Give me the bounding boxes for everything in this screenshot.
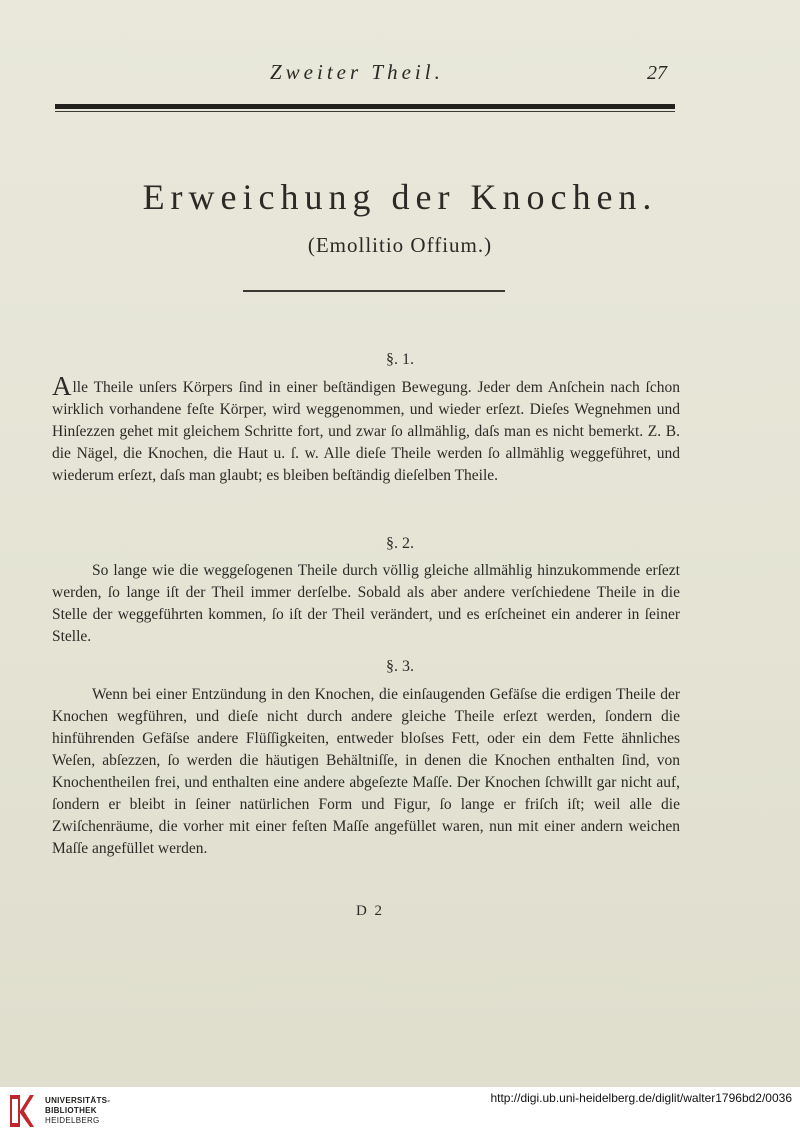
header-rule-thick bbox=[55, 104, 675, 109]
chapter-subtitle: (Emollitio Offium.) bbox=[307, 233, 493, 257]
running-title: Zweiter Theil. bbox=[270, 60, 444, 84]
section-mark-1: §. 1. bbox=[386, 351, 414, 368]
title-divider bbox=[243, 290, 505, 292]
chapter-title: Erweichung der Knochen. bbox=[142, 177, 658, 217]
running-header bbox=[0, 60, 800, 90]
library-name-line1: UNIVERSITÄTS- bbox=[45, 1096, 111, 1105]
paragraph-3: Wenn bei einer Entzündung in den Knochen, die einſaugenden Gefäſse die erdigen Theile der Knochen wegführen, und dieſe nicht durch andere gleiche Theile erſezt werden, ſondern die hinführenden Gefäſse andere Flüſſigkeiten, entweder bloſses Fett, oder ein dem Fette ähnliches Weſen, abſezzen, ſo werden die häutigen Behältniſſe, in denen die Knochen enthalten ſind, von Knochentheilen frei, und enthalten eine andere abgeſezte Maſſe. Der Knochen ſchwillt gar nicht auf, ſondern er bleibt in ſeiner natürlichen Form und Figur, ſo lange er friſch iſt; weil alle die Zwiſchenräume, die vorher mit einer feſten Maſſe angefüllet waren, nun mit einer andern weichen Maſſe angefüllet werden. bbox=[52, 686, 680, 857]
source-url-link[interactable]: http://digi.ub.uni-heidelberg.de/diglit/walter1796bd2/0036 bbox=[490, 1091, 792, 1105]
library-name-line3: HEIDELBERG bbox=[45, 1116, 100, 1125]
drop-cap: A bbox=[52, 371, 72, 401]
library-logo-icon bbox=[6, 1091, 38, 1131]
footer-bar bbox=[0, 1087, 800, 1138]
paragraph-2: So lange wie die weggeſogenen Theile durch völlig gleiche allmählig hinzukommende erſezt werden, ſo lange iſt der Theil immer derſelbe. Sobald als aber andere verſchiedene Theile in die Stelle der weggeführten kommen, ſo iſt der Theil verändert, und es erſcheinet ein anderer in ſeiner Stelle. bbox=[52, 562, 680, 645]
section-mark-2: §. 2. bbox=[386, 535, 414, 552]
page-number: 27 bbox=[647, 62, 667, 84]
section-mark-3: §. 3. bbox=[386, 658, 414, 675]
header-rule-thin bbox=[55, 111, 675, 112]
paragraph-1-text: lle Theile unſers Körpers ſind in einer beſtändigen Bewegung. Jeder dem Anſchein nach ſchon wirklich vorhandene feſte Körper, wird weggenommen, und wieder erſezt. Dieſes Wegnehmen und Hinſezzen gehet mit gleichem Schritte fort, und zwar ſo allmählig, daſs man es nicht bemerkt. Z. B. die Nägel, die Knochen, die Haut u. ſ. w. Alle dieſe Theile werden ſo allmählig weggeführet, und wiederum erſezt, daſs man glaubt; es bleiben beſtändig dieſelben Theile. bbox=[52, 379, 680, 484]
library-name bbox=[45, 1096, 110, 1126]
signature-mark: D 2 bbox=[355, 903, 385, 919]
library-name-line2: BIBLIOTHEK bbox=[45, 1106, 97, 1115]
paragraph-1 bbox=[52, 371, 680, 487]
